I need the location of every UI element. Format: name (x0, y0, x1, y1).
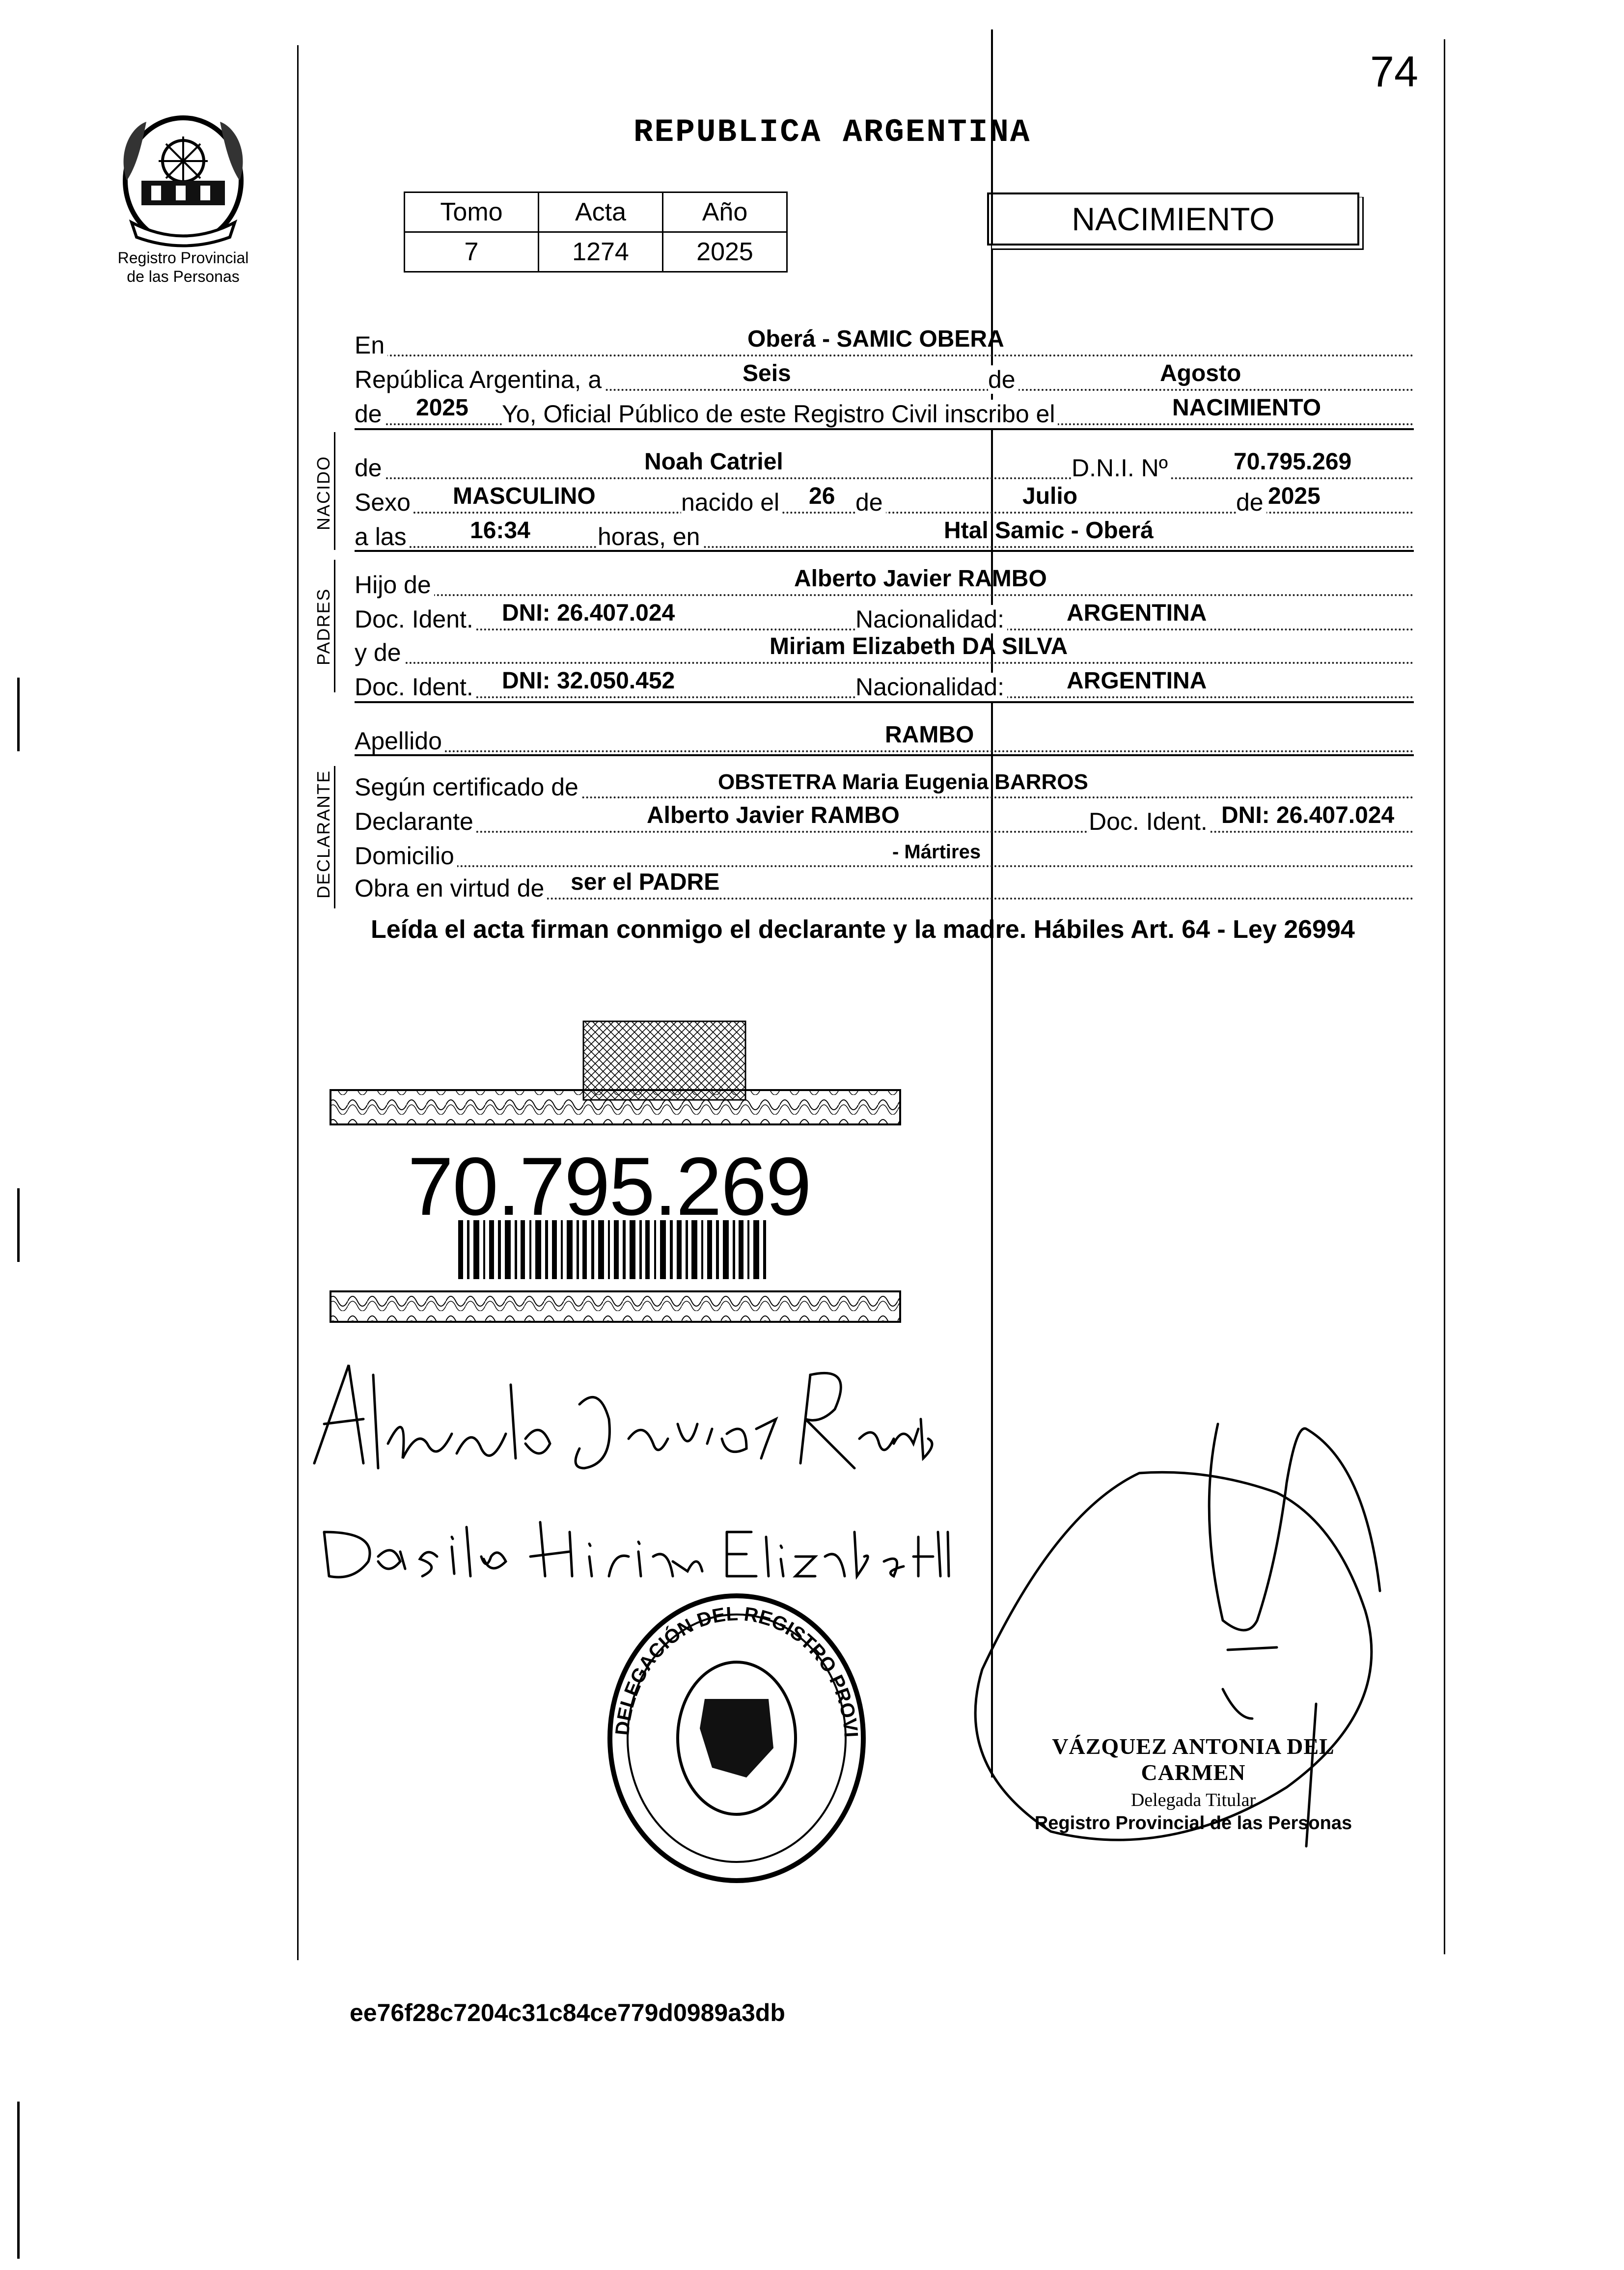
section-rule-nacido (355, 428, 1414, 430)
legal-note: Leída el acta firman conmigo el declarante y la madre. Hábiles Art. 64 - Ley 26994 (371, 915, 1355, 944)
value-certificate: OBSTETRA Maria Eugenia BARROS (718, 770, 1088, 794)
row-domicile (355, 835, 1414, 870)
binding-mark (17, 678, 20, 751)
signature-mother (314, 1503, 953, 1596)
label-de-name: de (355, 454, 385, 482)
document-hash: ee76f28c7204c31c84ce779d0989a3db (350, 1999, 785, 2026)
value-place: Oberá - SAMIC OBERA (747, 326, 1004, 352)
page-number: 74 (1370, 47, 1418, 96)
label-apellido: Apellido (355, 727, 445, 755)
label-segun-certificado: Según certificado de (355, 773, 581, 801)
value-declarant-doc: DNI: 26.407.024 (1221, 802, 1395, 828)
row-mother-doc (355, 666, 1414, 701)
row-date (355, 358, 1414, 391)
section-rule-padres (355, 550, 1414, 552)
value-birth-time: 16:34 (470, 518, 530, 544)
official-office: Registro Provincial de las Personas (1034, 1813, 1352, 1833)
label-declarant-doc: Doc. Ident. (1089, 807, 1211, 836)
seal-text: DELEGACIÓN DEL REGISTRO PROVI (611, 1603, 862, 1738)
value-sexo: MASCULINO (453, 483, 596, 509)
section-label-padres: PADRES (313, 588, 333, 665)
section-label-declarante: DECLARANTE (313, 769, 333, 899)
row-obra (355, 867, 1414, 900)
value-surname: RAMBO (885, 722, 974, 748)
label-mother-nationality: Nacionalidad: (855, 673, 1007, 701)
section-rule-declarante (355, 754, 1414, 756)
table-value-tomo: 7 (405, 232, 539, 272)
label-en: En (355, 331, 387, 359)
label-dni: D.N.I. Nº (1072, 454, 1171, 482)
value-mother-name: Miriam Elizabeth DA SILVA (770, 633, 1068, 659)
value-father-name: Alberto Javier RAMBO (794, 566, 1047, 592)
label-a-las: a las (355, 522, 410, 551)
binding-mark (17, 2102, 20, 2259)
row-time-place (355, 516, 1414, 548)
label-oficial: Yo, Oficial Público de este Registro Civil inscribo el (502, 400, 1058, 428)
label-de-birth-year: de (1236, 488, 1266, 517)
row-place (355, 324, 1414, 359)
official-name: VÁZQUEZ ANTONIA DEL CARMEN (1052, 1734, 1335, 1785)
issuer-caption-line2: de las Personas (127, 268, 240, 285)
label-republica: República Argentina, a (355, 365, 605, 394)
label-y-de: y de (355, 638, 404, 667)
reference-table-value-row (405, 232, 787, 272)
official-stamp (1031, 1733, 1355, 1834)
label-mother-doc: Doc. Ident. (355, 673, 476, 701)
row-certificate (355, 766, 1414, 801)
table-header-acta: Acta (539, 192, 663, 232)
value-declarant: Alberto Javier RAMBO (647, 802, 900, 828)
label-nacido-el: nacido el (681, 488, 782, 517)
value-mother-nationality: ARGENTINA (1067, 668, 1207, 694)
reference-table (404, 191, 788, 273)
table-header-tomo: Tomo (405, 192, 539, 232)
registry-seal (599, 1586, 874, 1890)
issuer-caption-line1: Registro Provincial (117, 249, 249, 267)
value-birth-place: Htal Samic - Oberá (944, 518, 1154, 544)
value-year-text: 2025 (416, 395, 468, 421)
value-child-name: Noah Catriel (644, 449, 783, 475)
row-declarant (355, 800, 1414, 833)
section-bar-declarante (334, 766, 335, 908)
label-sexo: Sexo (355, 488, 413, 517)
signature-father (304, 1345, 943, 1483)
label-de-month: de (855, 488, 886, 517)
value-father-nationality: ARGENTINA (1067, 600, 1207, 626)
table-header-ano: Año (663, 192, 787, 232)
value-birth-day: 26 (809, 483, 835, 509)
value-father-doc: DNI: 26.407.024 (502, 600, 675, 626)
row-mother (355, 631, 1414, 664)
value-obra: ser el PADRE (571, 869, 720, 895)
binding-mark (17, 1188, 20, 1262)
label-father-nationality: Nacionalidad: (855, 605, 1007, 633)
label-domicilio: Domicilio (355, 842, 457, 870)
row-inscription (355, 393, 1414, 428)
value-birth-year: 2025 (1268, 483, 1321, 509)
label-declarante: Declarante (355, 807, 476, 836)
province-coat-of-arms-logo (112, 107, 254, 249)
official-role: Delegada Titular (1130, 1790, 1256, 1810)
value-domicile: - Mártires (892, 841, 981, 863)
value-birth-month: Julio (1022, 483, 1078, 509)
row-father-doc (355, 598, 1414, 633)
label-obra-en-virtud: Obra en virtud de (355, 874, 547, 903)
left-margin-line (297, 45, 299, 1960)
value-child-dni: 70.795.269 (1234, 449, 1352, 475)
row-surname (355, 720, 1414, 755)
row-father (355, 564, 1414, 599)
section-bar-nacido (334, 432, 335, 550)
label-de-year: de (355, 400, 385, 428)
barcode-id-number: 70.795.269 (408, 1140, 811, 1232)
table-value-ano: 2025 (663, 232, 787, 272)
record-type-box: NACIMIENTO (987, 192, 1359, 246)
section-bar-padres (334, 560, 335, 692)
row-name (355, 447, 1414, 482)
label-father-doc: Doc. Ident. (355, 605, 476, 633)
label-horas-en: horas, en (598, 522, 703, 551)
label-hijo-de: Hijo de (355, 571, 434, 599)
label-de: de (988, 365, 1018, 394)
document-title: REPUBLICA ARGENTINA (633, 114, 1031, 151)
row-sex-birth (355, 481, 1414, 514)
section-label-nacido: NACIDO (313, 455, 333, 530)
value-day-text: Seis (743, 360, 791, 386)
reference-table-header-row (405, 192, 787, 232)
value-inscription: NACIMIENTO (1172, 395, 1321, 421)
value-month-text: Agosto (1160, 360, 1241, 386)
table-value-acta: 1274 (539, 232, 663, 272)
section-rule-apellido (355, 701, 1414, 703)
issuer-caption (98, 248, 268, 286)
value-mother-doc: DNI: 32.050.452 (502, 668, 675, 694)
